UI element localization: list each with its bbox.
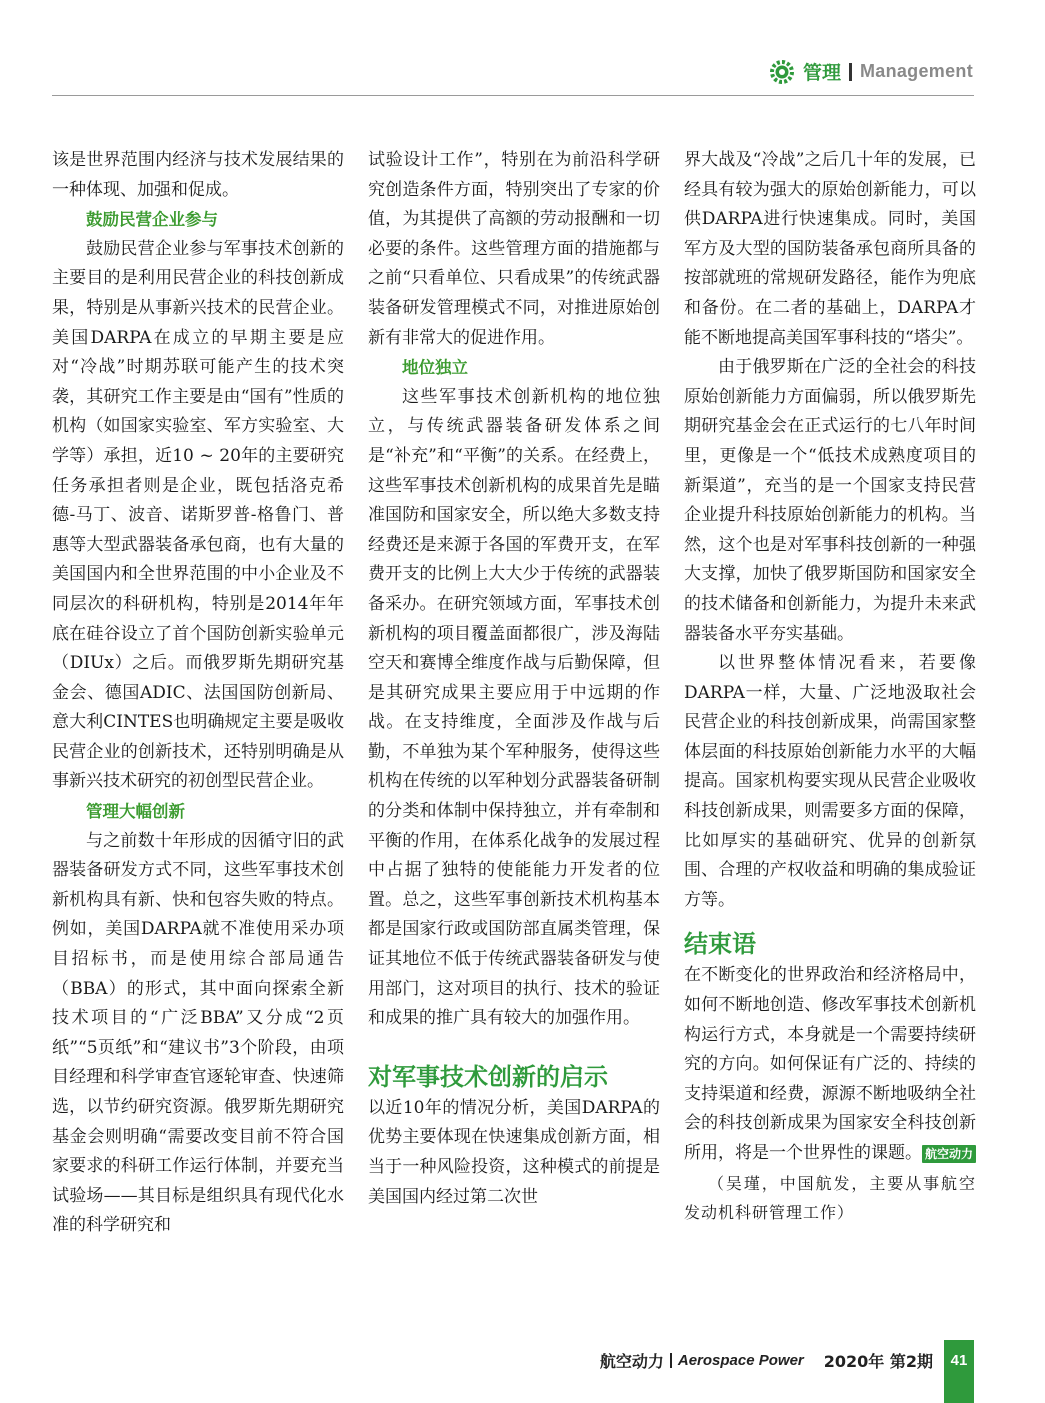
section-name-en: Management [859, 61, 973, 81]
column-1 [52, 146, 344, 1241]
paragraph: 以近10年的情况分析，美国DARPA的优势主要体现在快速集成创新方面，相当于一种风险投资，这种模式的前提是美国国内经过第二次世 [368, 1097, 660, 1207]
section-name-cn: 管理 [802, 62, 841, 84]
author-note: （吴瑾，中国航发，主要从事航空发动机科研管理工作） [684, 1173, 976, 1223]
paragraph: 该是世界范围内经济与技术发展结果的一种体现、加强和促成。 [52, 150, 344, 200]
column-2 [368, 146, 660, 1212]
footer [600, 1349, 933, 1372]
subheading: 管理大幅创新 [86, 802, 185, 822]
page-number: 41 [944, 1340, 974, 1403]
paragraph: 与之前数十年形成的因循守旧的武器装备研发方式不同，这些军事技术创新机构具有新、快和包容失败的特点。例如，美国DARPA就不准使用采办项目招标书，而是使用综合部局通告（BBA）的形式，其中面向探索全新技术项目的“广泛BBA”又分成“2页纸”“5页纸”和“建议书”3个阶段，由项目经理和科学审查官逐轮审查、快速筛选，以节约研究资源。俄罗斯先期研究基金会则明确“需要改变目前不符合国家要求的科研工作运行体制，并要充当试验场——其目标是组织具有现代化水准的科学研究和 [52, 830, 344, 1236]
gear-icon [769, 59, 795, 85]
paragraph: 由于俄罗斯在广泛的全社会的科技原始创新能力方面偏弱，所以俄罗斯先期研究基金会在正式运行的七八年时间里，更像是一个“低技术成熟度项目的新渠道”，充当的是一个国家支持民营企业提升科技原始创新能力的机构。当然，这个也是对军事科技创新的一种强大支撑，加快了俄罗斯国防和国家安全的技术储备和创新能力，为提升未来武器装备水平夯实基础。 [684, 357, 976, 644]
paragraph-text: 在不断变化的世界政治和经济格局中，如何不断地创造、修改军事技术创新机构运行方式，本身就是一个需要持续研究的方向。如何保证有广泛的、持续的支持渠道和经费，源源不断地吸纳全社会的科技创新成果为国家安全科技创新所用，将是一个世界性的课题。 [684, 965, 976, 1163]
paragraph: 试验设计工作”，特别在为前沿科学研究创造条件方面，特别突出了专家的价值，为其提供了高额的劳动报酬和一切必要的条件。这些管理方面的措施都与之前“只看单位、只看成果”的传统武器装备研发管理模式不同，对推进原始创新有非常大的促进作用。 [368, 150, 660, 348]
footer-separator [670, 1353, 672, 1368]
paragraph [684, 961, 976, 1168]
end-mark-logo: 航空动力 [922, 1145, 976, 1163]
column-3 [684, 146, 976, 1228]
section-tag [769, 58, 973, 85]
paragraph: 以世界整体情况看来，若要像DARPA一样，大量、广泛地汲取社会民营企业的科技创新成果，尚需国家整体层面的科技原始创新能力水平的大幅提高。国家机构要实现从民营企业吸收科技创新成果，则需要多方面的保障，比如厚实的基础研究、优异的创新氛围、合理的产权收益和明确的集成验证方等。 [684, 653, 976, 910]
paragraph: 这些军事技术创新机构的地位独立，与传统武器装备研发体系之间是“补充”和“平衡”的关系。在经费上，这些军事技术创新机构的成果首先是瞄准国防和国家安全，所以绝大多数支持经费还是来源于各国的军费开支，在军费开支的比例上大大少于传统的武器装备采办。在研究领域方面，军事技术创新机构的项目覆盖面都很广，涉及海陆空天和赛博全维度作战与后勤保障，但是其研究成果主要应用于中远期的作战。在支持维度，全面涉及作战与后勤，不单独为某个军种服务，使得这些机构在传统的以军种划分武器装备研制的分类和体制中保持独立，并有牵制和平衡的作用，在体系化战争的发展过程中占据了独特的使能能力开发者的位置。总之，这些军事创新技术机构基本都是国家行政或国防部直属类管理，保证其地位不低于传统武器装备研发与使用部门，这对项目的执行、技术的验证和成果的推广具有较大的加强作用。 [368, 386, 660, 1029]
section-heading: 结束语 [684, 930, 756, 959]
header-separator [849, 63, 852, 81]
paragraph: 鼓励民营企业参与军事技术创新的主要目的是利用民营企业的科技创新成果，特别是从事新兴技术的民营企业。美国DARPA在成立的早期主要是应对“冷战”时期苏联可能产生的技术突袭，其研究工作主要是由“国有”性质的机构（如国家实验室、军方实验室、大学等）承担，近10 ~ 20年的主要研究任务承担者则是企业，既包括洛克希德-马丁、波音、诺斯罗普-格鲁门、普惠等大型武器装备承包商，也有大量的美国国内和全世界范围的中小企业及不同层次的科研机构，特别是2014年年底在硅谷设立了首个国防创新实验单元（DIUx）之后。而俄罗斯先期研究基金会、德国ADIC、法国国防创新局、意大利CINTES也明确规定主要是吸收民营企业的创新技术，还特别明确是从事新兴技术研究的初创型民营企业。 [52, 238, 344, 792]
issue-label: 2020年 第2期 [823, 1352, 933, 1371]
section-heading: 对军事技术创新的启示 [368, 1062, 608, 1091]
journal-name-en: Aerospace Power [677, 1352, 804, 1369]
subheading: 鼓励民营企业参与 [86, 210, 218, 230]
subheading: 地位独立 [402, 358, 468, 378]
journal-name-cn: 航空动力 [599, 1352, 664, 1371]
header-rule [52, 95, 974, 96]
paragraph: 界大战及“冷战”之后几十年的发展，已经具有较为强大的原始创新能力，可以供DARPA进行快速集成。同时，美国军方及大型的国防装备承包商所具备的按部就班的常规研发路径，能作为兜底和备份。在二者的基础上，DARPA才能不断地提高美国军事科技的“塔尖”。 [684, 150, 976, 348]
